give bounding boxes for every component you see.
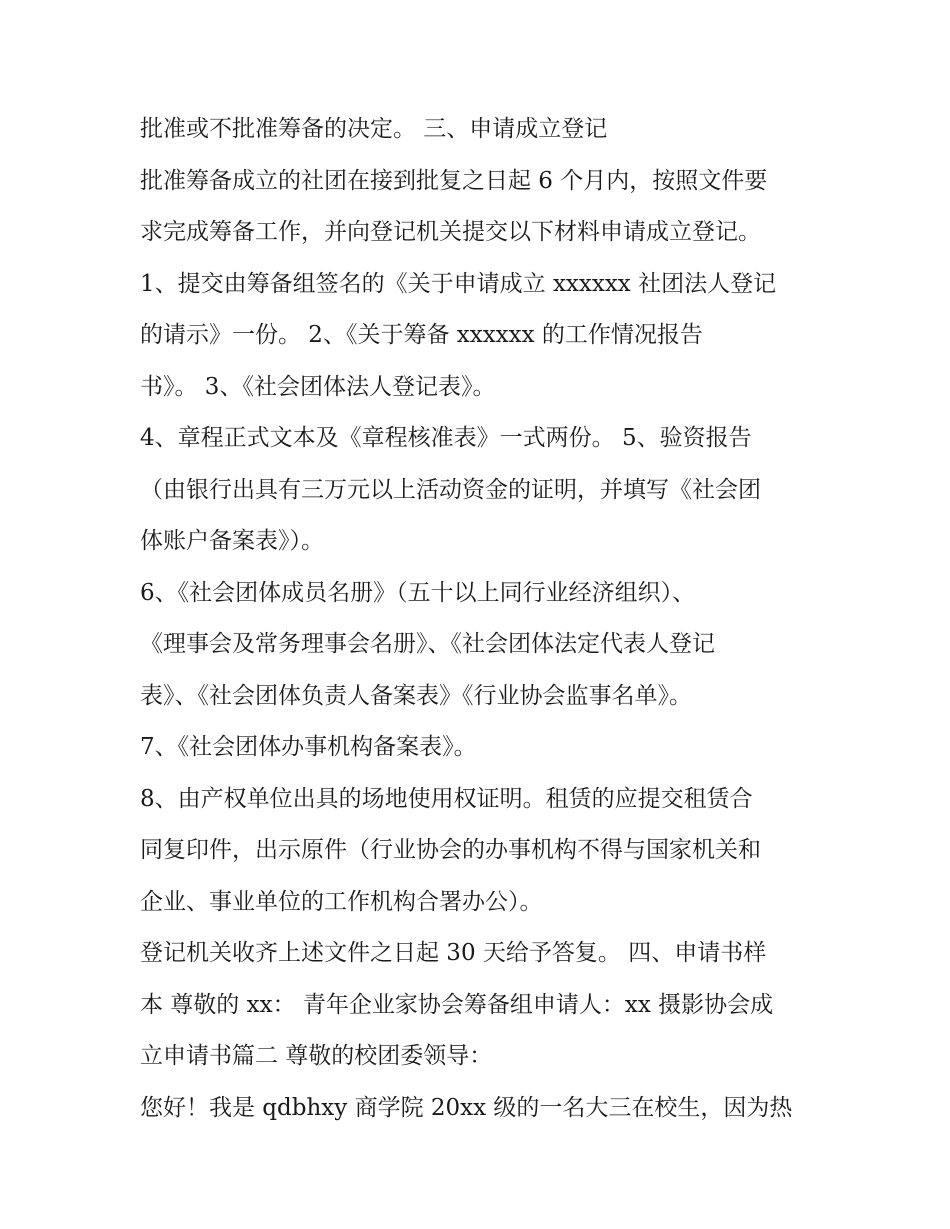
- text-line: 立申请书篇二 尊敬的校团委领导：: [140, 1043, 493, 1069]
- text-line: 求完成筹备工作，并向登记机关提交以下材料申请成立登记。: [140, 219, 761, 245]
- text-line: 1、提交由筹备组签名的《关于申请成立 xxxxxx 社团法人登记: [140, 270, 777, 297]
- text-line: 登记机关收齐上述文件之日起 30 天给予答复。 四、申请书样: [140, 940, 767, 966]
- text-line: 4、章程正式文本及《章程核准表》一式两份。 5、验资报告: [140, 425, 752, 451]
- text-line: 批准筹备成立的社团在接到批复之日起 6 个月内，按照文件要: [140, 167, 768, 194]
- text-line: 7、《社会团体办事机构备案表》。: [140, 734, 477, 760]
- text-line: 表》、《社会团体负责人备案表》《行业协会监事名单》。: [140, 682, 692, 709]
- text-line: （由银行出具有三万元以上活动资金的证明，并填写《社会团: [140, 476, 761, 503]
- text-line: 6、《社会团体成员名册》（五十以上同行业经济组织）、: [140, 579, 696, 606]
- text-line: 8、由产权单位出具的场地使用权证明。租赁的应提交租赁合: [140, 785, 753, 812]
- text-line: 本 尊敬的 xx： 青年企业家协会筹备组申请人：xx 摄影协会成: [140, 991, 774, 1018]
- document-body: [140, 104, 820, 1134]
- text-line: 同复印件，出示原件（行业协会的办事机构不得与国家机关和: [140, 837, 761, 863]
- text-line: 企业、事业单位的工作机构合署办公）。: [140, 888, 543, 915]
- text-line: 您好！我是 qdbhxy 商学院 20xx 级的一名大三在校生，因为热: [140, 1094, 793, 1121]
- text-line: 《理事会及常务理事会名册》、《社会团体法定代表人登记: [140, 631, 715, 657]
- text-line: 的请示》一份。 2、《关于筹备 xxxxxx 的工作情况报告: [140, 322, 703, 348]
- text-line: 批准或不批准筹备的决定。 三、申请成立登记: [140, 116, 608, 142]
- text-line: 书》。 3、《社会团体法人登记表》。: [140, 373, 496, 400]
- text-line: 体账户备案表》）。: [140, 528, 324, 554]
